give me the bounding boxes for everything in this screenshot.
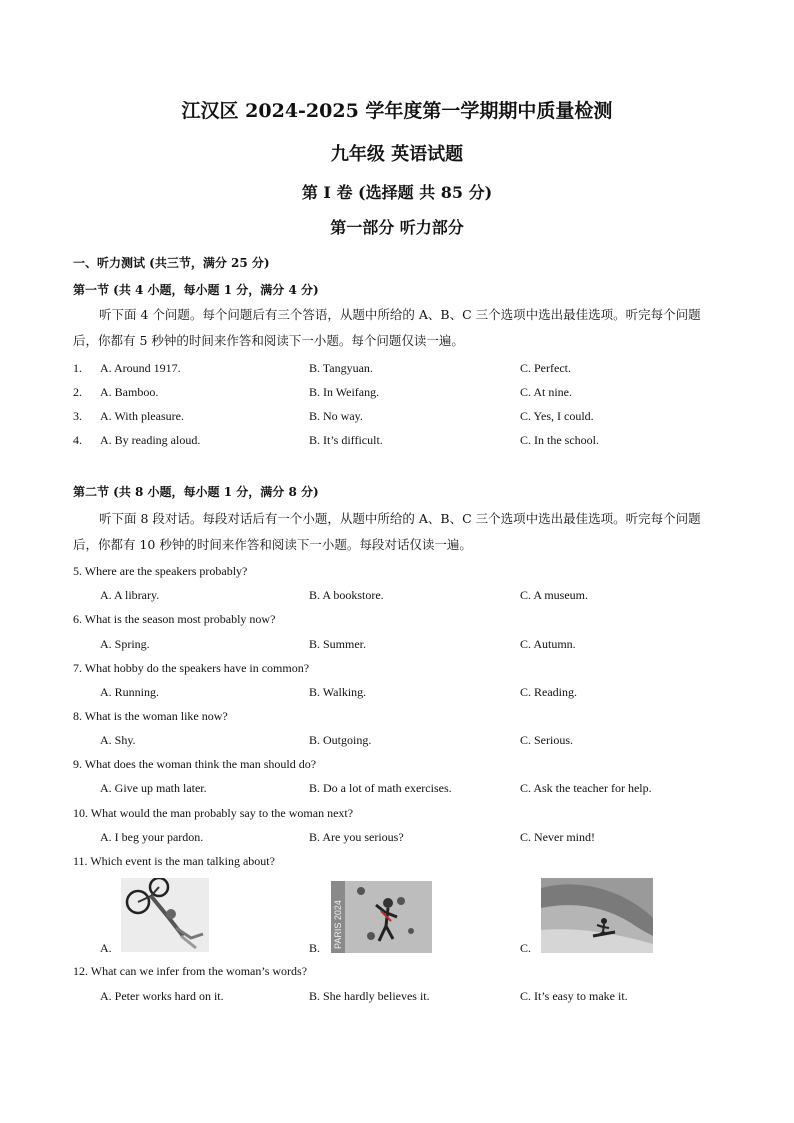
options-row	[0, 588, 794, 606]
question-number: 2.	[73, 385, 82, 399]
option-a: A. Give up math later.	[100, 781, 207, 795]
question-text: 11. Which event is the man talking about?	[73, 854, 275, 868]
option-c: C. At nine.	[520, 385, 573, 399]
volume-heading: 第 I 卷 (选择题 共 85 分)	[301, 183, 493, 202]
question-row	[0, 361, 794, 379]
option-a: A. With pleasure.	[100, 409, 184, 423]
option-b: B. A bookstore.	[309, 588, 384, 602]
option-b: B. In Weifang.	[309, 385, 380, 399]
option-a: A.	[100, 941, 112, 955]
option-b: B. Tangyuan.	[309, 361, 373, 375]
option-a: A. Shy.	[100, 733, 136, 747]
option-a: A. By reading aloud.	[100, 433, 201, 447]
option-a: A. Spring.	[100, 637, 150, 651]
bmx-photo	[121, 878, 209, 952]
question-text: 12. What can we infer from the woman’s words?	[73, 964, 308, 978]
question-number: 4.	[73, 433, 82, 447]
part1-instructions: 听下面 4 个问题。每个问题后有三个答语，从题中所给的 A、B、C 三个选项中选出最佳选项。听完每个问题后，你都有 5 秒钟的时间来作答和阅读下一小题。每个问题仅读一遍。	[73, 307, 701, 348]
option-c: C. Autumn.	[520, 637, 576, 651]
options-row	[0, 781, 794, 799]
option-a: A. Bamboo.	[100, 385, 159, 399]
option-a: A. Peter works hard on it.	[100, 989, 224, 1003]
exam-subtitle: 九年级 英语试题	[330, 144, 464, 165]
option-c: C. Yes, I could.	[520, 409, 594, 423]
option-b: B. Are you serious?	[309, 830, 404, 844]
option-c: C. In the school.	[520, 433, 599, 447]
option-b: B.	[309, 941, 321, 955]
question-text: 7. What hobby do the speakers have in common?	[73, 661, 310, 675]
question-text: 9. What does the woman think the man should do?	[73, 757, 317, 771]
surfing-photo	[541, 878, 653, 953]
option-c: C. Never mind!	[520, 830, 595, 844]
option-c: C. Serious.	[520, 733, 574, 747]
question-number: 1.	[73, 361, 82, 375]
bmx-rider-illustration	[121, 878, 209, 952]
question-text: 8. What is the woman like now?	[73, 709, 228, 723]
options-row	[0, 830, 794, 848]
option-c: C. Ask the teacher for help.	[520, 781, 652, 795]
option-a: A. Around 1917.	[100, 361, 181, 375]
option-c: C. Reading.	[520, 685, 577, 699]
section-title: 一、听力测试 (共三节，满分 25 分)	[73, 256, 270, 270]
option-b: B. Summer.	[309, 637, 367, 651]
option-a: A. Running.	[100, 685, 160, 699]
svg-text:PARIS 2024: PARIS 2024	[333, 900, 343, 949]
options-row	[0, 637, 794, 655]
options-row	[0, 685, 794, 703]
question-text: 5. Where are the speakers probably?	[73, 564, 248, 578]
option-c: C. It’s easy to make it.	[520, 989, 628, 1003]
options-row	[0, 989, 794, 1007]
part2-heading: 第二节 (共 8 小题，每小题 1 分，满分 8 分)	[73, 485, 319, 499]
option-c: C.	[520, 941, 532, 955]
option-a: A. I beg your pardon.	[100, 830, 204, 844]
option-b: B. Do a lot of math exercises.	[309, 781, 452, 795]
question-row	[0, 409, 794, 427]
option-b: B. Outgoing.	[309, 733, 372, 747]
option-c: C. A museum.	[520, 588, 589, 602]
climber-illustration	[331, 881, 432, 953]
part-heading: 第一部分 听力部分	[330, 218, 464, 237]
option-b: B. It’s difficult.	[309, 433, 383, 447]
option-b: B. She hardly believes it.	[309, 989, 430, 1003]
question-number: 3.	[73, 409, 82, 423]
option-c: C. Perfect.	[520, 361, 571, 375]
option-a: A. A library.	[100, 588, 160, 602]
question-row	[0, 385, 794, 403]
surfer-illustration	[541, 878, 653, 953]
question-row	[0, 433, 794, 451]
option-b: B. No way.	[309, 409, 363, 423]
question-text: 10. What would the man probably say to the woman next?	[73, 806, 354, 820]
part2-instructions: 听下面 8 段对话。每段对话后有一个小题，从题中所给的 A、B、C 三个选项中选出最佳选项。听完每个问题后，你都有 10 秒钟的时间来作答和阅读下一小题。每段对话仅读一遍。	[73, 511, 701, 552]
option-b: B. Walking.	[309, 685, 367, 699]
exam-title: 江汉区 2024-2025 学年度第一学期期中质量检测	[181, 100, 613, 122]
question-text: 6. What is the season most probably now?	[73, 612, 276, 626]
options-row	[0, 733, 794, 751]
part1-heading: 第一节 (共 4 小题，每小题 1 分，满分 4 分)	[73, 283, 319, 297]
climbing-photo	[331, 881, 432, 953]
